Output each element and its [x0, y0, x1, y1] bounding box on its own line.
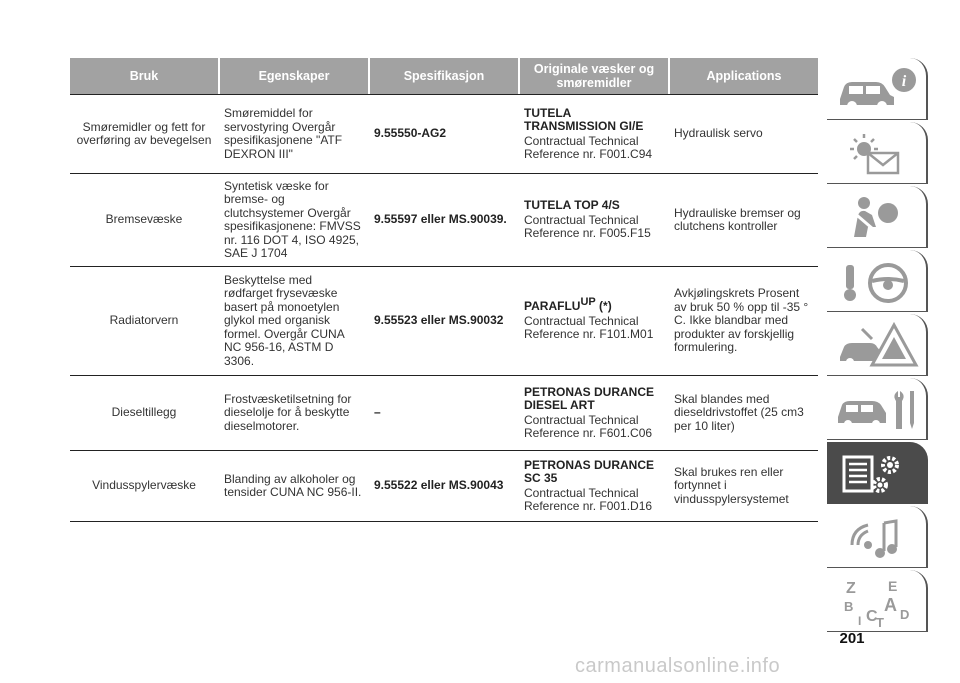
table-row [70, 376, 818, 451]
table-header [70, 58, 818, 94]
tab-index[interactable] [827, 570, 928, 632]
watermark: carmanualsonline.info [575, 655, 781, 677]
product-reference: Contractual Technical Reference nr. F001.C94 [524, 133, 653, 161]
svg-text:i: i [901, 72, 906, 90]
car-info-icon [832, 63, 922, 115]
header-specification: Spesifikasjon [370, 58, 518, 94]
maintenance-icon [832, 383, 922, 435]
cell-properties: Blanding av alkoholer og tensider CUNA NC 956-II. [224, 471, 362, 499]
product-name [524, 199, 664, 214]
product-reference: Contractual Technical Reference nr. F001.D16 [524, 485, 653, 513]
product-name-text: PETRONAS DURANCE SC 35 [524, 457, 655, 485]
index-letter: D [899, 606, 909, 622]
table-row [70, 95, 818, 174]
product-name [524, 107, 664, 135]
tab-safety[interactable] [827, 186, 928, 248]
index-letter: Z [845, 579, 856, 597]
index-letter: I [857, 613, 861, 628]
cell-product [520, 95, 668, 173]
cell-application: Skal brukes ren eller fortynnet i vindusspylersystemet [674, 464, 789, 506]
cell-use: Bremsevæske [105, 212, 183, 227]
product-name [524, 296, 664, 315]
header-original-fluids: Originale væsker og smøremidler [520, 58, 668, 94]
header-properties: Egenskaper [220, 58, 368, 94]
table-row [70, 267, 818, 376]
cell-use: Dieseltillegg [111, 405, 177, 420]
cell-product [520, 451, 668, 521]
cell-use: Vindusspylervæske [92, 478, 196, 493]
cell-application: Hydraulisk servo [674, 126, 763, 141]
tab-maintenance[interactable] [827, 378, 928, 440]
table-row [70, 451, 818, 522]
cell-properties: Syntetisk væske for bremse- og clutchsystemer Overgår spesifikasjonene: FMVSS nr. 116 DOT 4, ISO 4925, SAE J 1704 [224, 178, 361, 260]
cell-use: Smøremidler og fett for overføring av bevegelsen [76, 119, 212, 147]
table-body [70, 94, 818, 522]
cell-use: Radiatorvern [109, 313, 179, 328]
cell-application: Avkjølingskrets Prosent av bruk 50 % opp til -35 ° C. Ikke blandbar med produkter av forskjellig formulering. [674, 286, 809, 355]
index-letter: T [875, 614, 884, 629]
product-name [524, 459, 664, 487]
tab-starting-driving[interactable] [827, 250, 928, 312]
index-letter: A [883, 594, 897, 615]
product-suffix: (*) [595, 299, 612, 314]
index-letter: E [887, 577, 897, 594]
emergency-icon [832, 319, 922, 371]
cell-product [520, 267, 668, 375]
cell-product [520, 174, 668, 266]
cell-spec: 9.55550-AG2 [374, 126, 447, 141]
tab-emergency[interactable] [827, 314, 928, 376]
cell-properties: Beskyttelse med rødfarget frysevæske basert på monoetylen glykol med organisk formel. Overgår CUNA NC 956-16, ASTM D 3306. [224, 272, 345, 368]
tab-car-info[interactable] [827, 58, 928, 120]
product-reference: Contractual Technical Reference nr. F101.M01 [524, 313, 654, 342]
product-sup: UP [580, 296, 596, 309]
multimedia-icon [832, 511, 922, 563]
header-use: Bruk [70, 58, 218, 94]
page-number: 201 [839, 630, 865, 647]
cell-spec: 9.55597 eller MS.90039. [374, 212, 507, 227]
fluids-table [70, 58, 818, 522]
product-name-text: PARAFLU [524, 299, 581, 314]
tab-multimedia[interactable] [827, 506, 928, 568]
chapter-sidebar [827, 58, 928, 634]
index-icon [832, 573, 922, 629]
cell-spec: – [374, 405, 381, 420]
safety-airbag-icon [832, 191, 922, 243]
starting-driving-icon [832, 255, 922, 307]
product-reference: Contractual Technical Reference nr. F005.F15 [524, 212, 651, 241]
product-reference: Contractual Technical Reference nr. F601.C06 [524, 412, 653, 440]
cell-product [520, 376, 668, 450]
cell-application: Skal blandes med dieseldrivstoffet (25 cm3 per 10 liter) [674, 391, 804, 433]
cell-properties: Frostvæsketilsetning for dieselolje for å beskytte dieselmotorer. [224, 391, 352, 433]
cell-properties: Smøremiddel for servostyring Overgår spesifikasjonene "ATF DEXRON III" [224, 106, 343, 161]
header-applications: Applications [670, 58, 818, 94]
tab-dashboard-lights[interactable] [827, 122, 928, 184]
product-name [524, 386, 664, 414]
cell-application: Hydrauliske bremser og clutchens kontroller [674, 205, 801, 233]
product-name-text: PETRONAS DURANCE DIESEL ART [524, 384, 655, 412]
product-name-text: TUTELA TOP 4/S [524, 198, 620, 213]
index-letter: C [865, 607, 878, 625]
product-name-text: TUTELA TRANSMISSION GI/E [524, 105, 644, 133]
cell-spec: 9.55523 eller MS.90032 [374, 313, 504, 328]
technical-data-icon [832, 447, 922, 499]
tab-technical-data[interactable] [827, 442, 928, 504]
cell-spec: 9.55522 eller MS.90043 [374, 478, 504, 493]
index-letter: B [843, 598, 853, 614]
table-row [70, 174, 818, 267]
dashboard-lights-icon [832, 127, 922, 179]
